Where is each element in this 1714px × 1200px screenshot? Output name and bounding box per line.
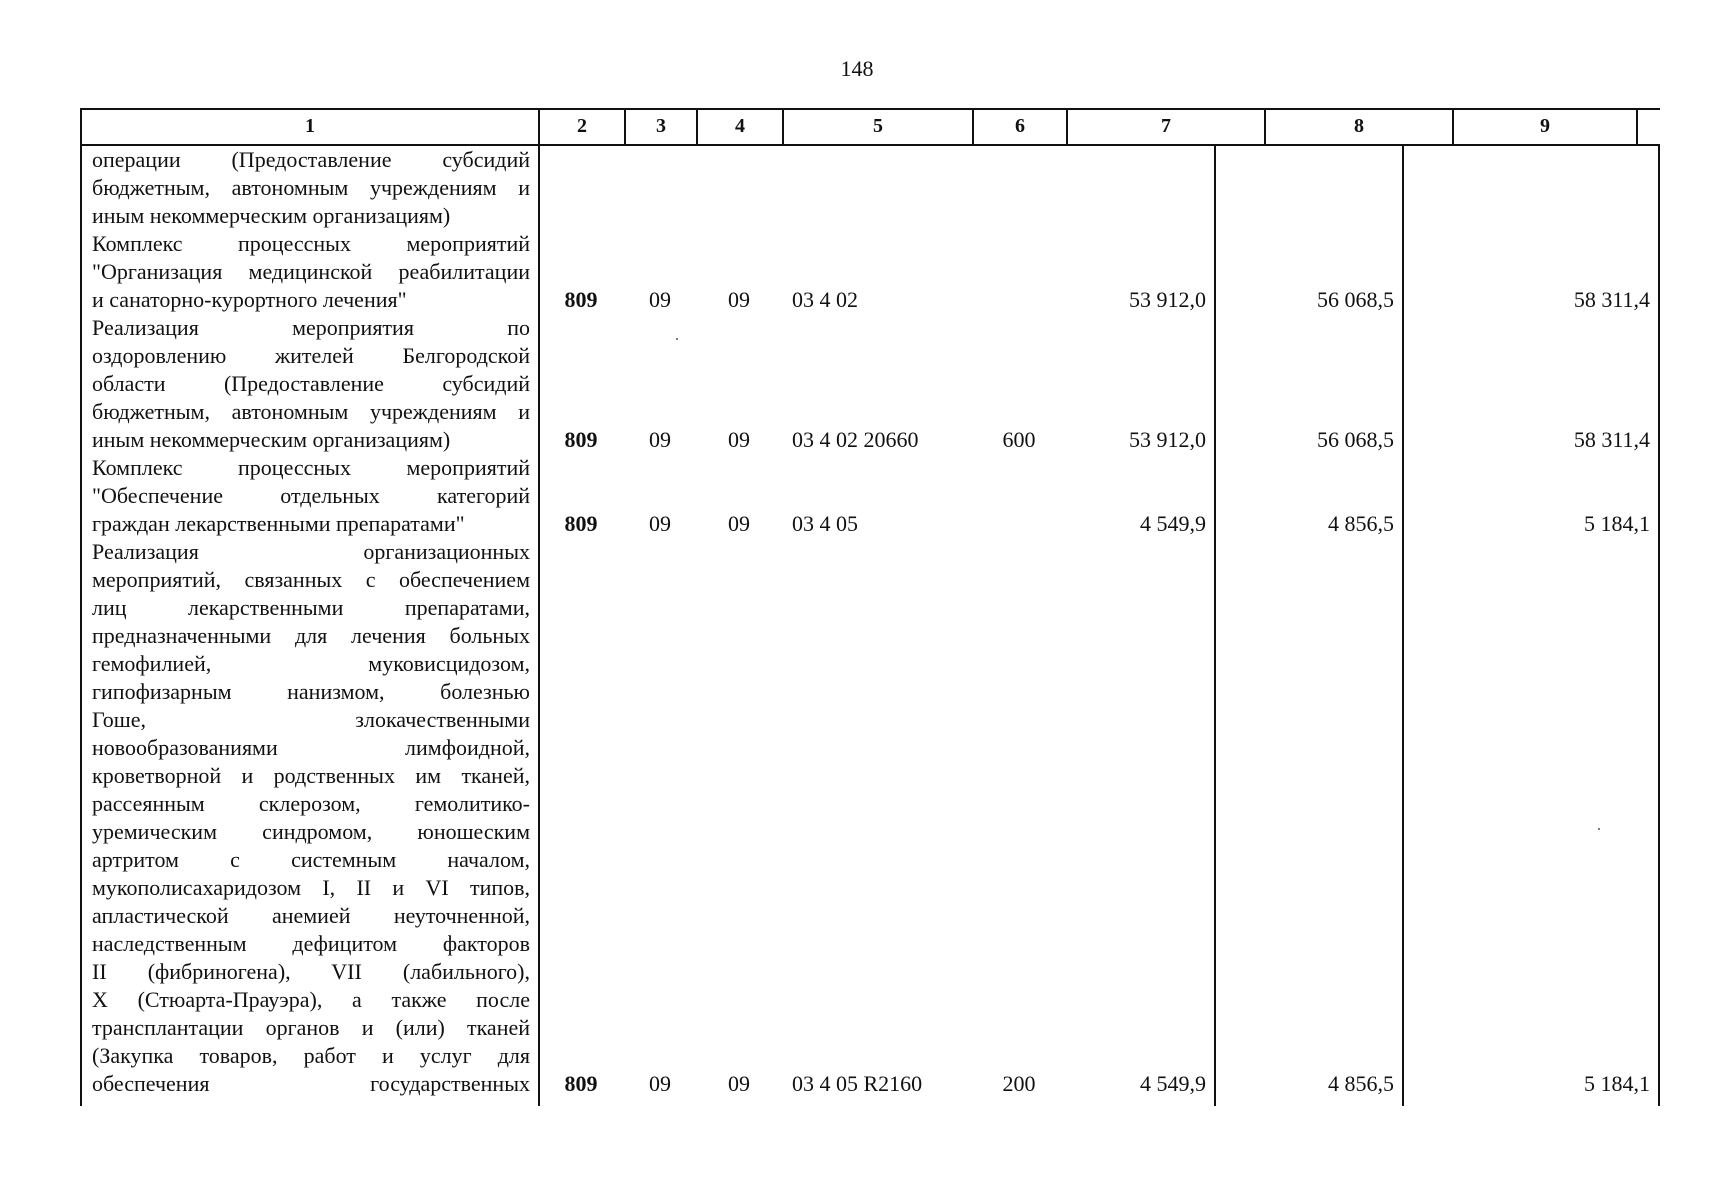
- budget-table: [80, 108, 1660, 1106]
- description-line: граждан лекарственными препаратами": [92, 511, 465, 536]
- cell-c9: 5 184,1: [1584, 511, 1650, 536]
- cell-c4: 09: [728, 427, 750, 452]
- table-row: [538, 286, 1660, 314]
- description-line: бюджетным, автономным учреждениям и: [92, 175, 530, 200]
- header-col-4: 4: [696, 110, 782, 144]
- cell-c2: 809: [564, 1071, 598, 1096]
- cell-c6: 200: [1002, 1071, 1036, 1096]
- cell-c8: 56 068,5: [1317, 427, 1394, 452]
- description-line: операции (Предоставление субсидий: [92, 147, 530, 172]
- description-line: гипофизарным нанизмом, болезнью: [92, 679, 530, 704]
- cell-c8: 4 856,5: [1328, 1071, 1394, 1096]
- cell-c4: 09: [728, 1071, 750, 1096]
- cell-c9: 58 311,4: [1573, 287, 1650, 312]
- scan-speck: [1598, 828, 1600, 830]
- cell-c9: 5 184,1: [1584, 1071, 1650, 1096]
- cell-c5: 03 4 05 R2160: [792, 1071, 923, 1096]
- cell-c4: 09: [728, 511, 750, 536]
- description-line: "Обеспечение отдельных категорий: [92, 483, 530, 508]
- header-col-1: 1: [80, 110, 538, 144]
- description-line: X (Стюарта-Прауэра), а также после: [92, 987, 530, 1012]
- page-number: 148: [840, 56, 874, 81]
- table-row: [538, 1070, 1660, 1098]
- cell-c7: 4 549,9: [1140, 511, 1206, 536]
- description-line: наследственным дефицитом факторов: [92, 931, 530, 956]
- description-line: трансплантации органов и (или) тканей: [92, 1015, 530, 1040]
- cell-c2: 809: [564, 287, 598, 312]
- description-line: артритом с системным началом,: [92, 847, 530, 872]
- description-line: Комплекс процессных мероприятий: [92, 231, 530, 256]
- cell-c7: 53 912,0: [1129, 287, 1206, 312]
- description-line: гемофилией, муковисцидозом,: [92, 651, 530, 676]
- table-header-row: [80, 110, 1660, 146]
- description-line: обеспечения государственных: [92, 1071, 530, 1096]
- header-col-7: 7: [1066, 110, 1264, 144]
- description-line: иным некоммерческим организациям): [92, 203, 451, 228]
- table-row: [538, 426, 1660, 454]
- values-area: [538, 146, 1660, 1106]
- description-line: "Организация медицинской реабилитации: [92, 259, 530, 284]
- description-line: предназначенными для лечения больных: [92, 623, 530, 648]
- description-line: мукополисахаридозом I, II и VI типов,: [92, 875, 530, 900]
- description-line: мероприятий, связанных с обеспечением: [92, 567, 530, 592]
- description-line: и санаторно-курортного лечения": [92, 287, 407, 312]
- header-col-9: 9: [1452, 110, 1638, 144]
- cell-c3: 09: [649, 287, 671, 312]
- cell-c3: 09: [649, 427, 671, 452]
- description-line: кроветворной и родственных им тканей,: [92, 763, 530, 788]
- cell-c5: 03 4 05: [792, 511, 858, 536]
- header-col-2: 2: [538, 110, 624, 144]
- description-line: области (Предоставление субсидий: [92, 371, 530, 396]
- description-line: рассеянным склерозом, гемолитико-: [92, 791, 530, 816]
- description-line: (Закупка товаров, работ и услуг для: [92, 1043, 530, 1068]
- cell-c5: 03 4 02: [792, 287, 858, 312]
- cell-c8: 4 856,5: [1328, 511, 1394, 536]
- table-row: [538, 510, 1660, 538]
- description-line: новообразованиями лимфоидной,: [92, 735, 530, 760]
- cell-c8: 56 068,5: [1317, 287, 1394, 312]
- cell-c3: 09: [649, 1071, 671, 1096]
- description-line: II (фибриногена), VII (лабильного),: [92, 959, 530, 984]
- cell-c5: 03 4 02 20660: [792, 427, 919, 452]
- cell-c4: 09: [728, 287, 750, 312]
- description-column: [80, 146, 538, 1106]
- description-line: иным некоммерческим организациям): [92, 427, 451, 452]
- cell-c2: 809: [564, 427, 598, 452]
- header-col-8: 8: [1264, 110, 1452, 144]
- cell-c3: 09: [649, 511, 671, 536]
- table-body: [80, 146, 1660, 1106]
- description-line: Гоше, злокачественными: [92, 707, 530, 732]
- scan-speck: [676, 338, 678, 340]
- description-line: Комплекс процессных мероприятий: [92, 455, 530, 480]
- header-col-3: 3: [624, 110, 696, 144]
- description-line: лиц лекарственными препаратами,: [92, 595, 530, 620]
- cell-c9: 58 311,4: [1573, 427, 1650, 452]
- description-line: апластической анемией неуточненной,: [92, 903, 530, 928]
- cell-c7: 53 912,0: [1129, 427, 1206, 452]
- description-line: оздоровлению жителей Белгородской: [92, 343, 530, 368]
- description-line: бюджетным, автономным учреждениям и: [92, 399, 530, 424]
- cell-c6: 600: [1002, 427, 1036, 452]
- cell-c7: 4 549,9: [1140, 1071, 1206, 1096]
- cell-c2: 809: [564, 511, 598, 536]
- description-line: Реализация организационных: [92, 539, 530, 564]
- header-col-6: 6: [972, 110, 1066, 144]
- description-line: уремическим синдромом, юношеским: [92, 819, 530, 844]
- header-col-5: 5: [782, 110, 972, 144]
- description-line: Реализация мероприятия по: [92, 315, 530, 340]
